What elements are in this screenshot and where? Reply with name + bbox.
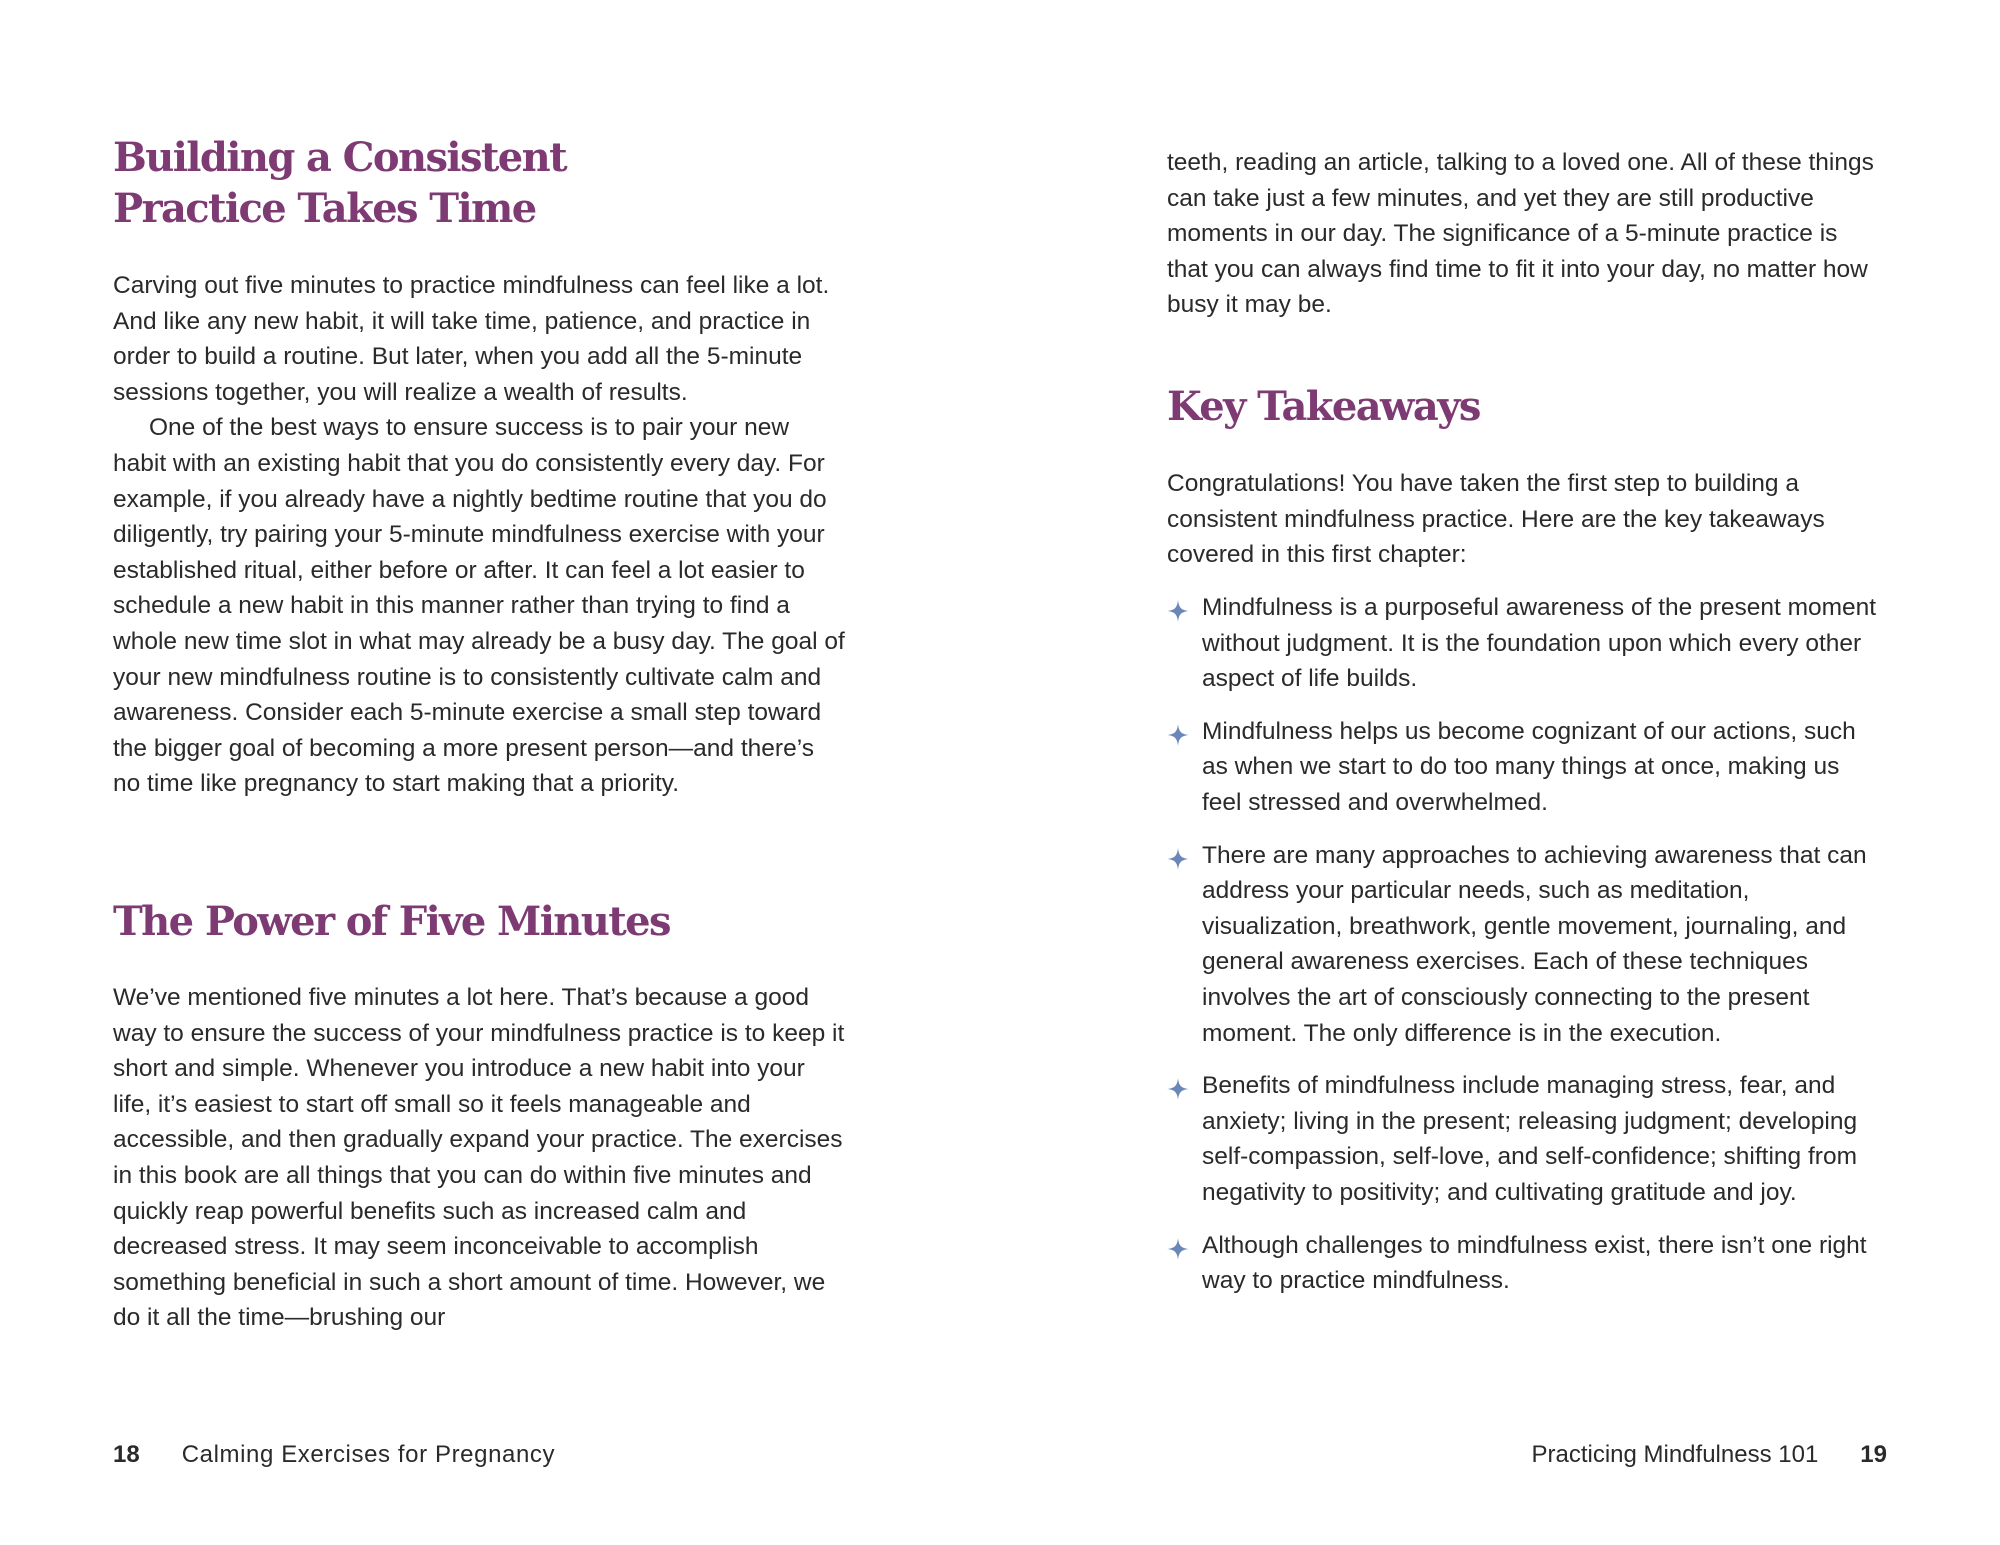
paragraph-five-minutes: We’ve mentioned five minutes a lot here. That’s because a good way to ensure the success of your mindfulness practice is to keep it short and simple. Whenever you introduce a new habit into your life, it’s easiest to start off small so it feels manageable and accessible, and then gradually expand your practice. The exercises in this book are all things that you can do within five minutes and quickly reap powerful benefits such as increased calm and decreased stress. It may seem inconceivable to accomplish something beneficial in such a short amount of time. However, we do it all the time—brushing our [113,984,845,1332]
takeaway-text: Mindfulness helps us become cognizant of our actions, such as when we start to do too many things at once, making us feel stressed and overwhelmed. [1202,717,1856,816]
list-item [1167,1228,1881,1299]
takeaways-list [1167,590,1881,1316]
right-page [1167,0,1881,1545]
page-number-left: 18 [113,1441,140,1468]
four-point-star-icon [1167,1078,1189,1100]
heading-consistent-practice [113,132,845,234]
running-title-right: Practicing Mindfulness 101 [1531,1441,1819,1468]
section-consistent-practice-body [113,268,845,802]
heading-power-of-five-minutes: The Power of Five Minutes [113,898,670,945]
paragraph-carving-out: Carving out five minutes to practice mindfulness can feel like a lot. And like any new habit, it will take time, patience, and practice in order to build a routine. But later, when you add all the 5-minute sessions together, you will realize a wealth of results. [113,272,830,406]
four-point-star-icon [1167,600,1189,622]
list-item [1167,590,1881,697]
list-item [1167,838,1881,1052]
paragraph-continued: teeth, reading an article, talking to a loved one. All of these things can take just a few minutes, and yet they are still productive moments in our day. The significance of a 5-minute practice is that you can always find time to fit it into your day, no matter how busy it may be. [1167,149,1874,319]
takeaway-text: There are many approaches to achieving awareness that can address your particular needs, such as meditation, visualization, breathwork, gentle movement, journaling, and general awareness exercises. Each of these techniques involves the art of consciously connecting to the present moment. The only difference is in the execution. [1202,841,1867,1047]
left-page [113,0,845,1545]
takeaway-text: Benefits of mindfulness include managing stress, fear, and anxiety; living in the present; releasing judgment; developing self-compassion, self-love, and self-confidence; shifting from negativity to positivity; and cultivating gratitude and joy. [1202,1072,1858,1206]
heading-line-1: Building a Consistent [113,134,566,181]
takeaway-text: Mindfulness is a purposeful awareness of the present moment without judgment. It is the foundation upon which every other aspect of life builds. [1202,594,1877,693]
four-point-star-icon [1167,848,1189,870]
running-title-left: Calming Exercises for Pregnancy [181,1441,556,1468]
four-point-star-icon [1167,724,1189,746]
page-number-right: 19 [1860,1441,1887,1468]
heading-line-2: Practice Takes Time [113,185,536,232]
list-item [1167,714,1881,821]
paragraph-congratulations: Congratulations! You have taken the first step to building a consistent mindfulness practice. Here are the key takeaways covered in this first chapter: [1167,470,1825,569]
four-point-star-icon [1167,1238,1189,1260]
list-item [1167,1068,1881,1210]
footer-left [113,1440,555,1470]
takeaway-text: Although challenges to mindfulness exist, there isn’t one right way to practice mindfulness. [1202,1231,1867,1295]
footer-right [1531,1440,1887,1470]
paragraph-pair-habit: One of the best ways to ensure success is to pair your new habit with an existing habit that you do consistently every day. For example, if you already have a nightly bedtime routine that you do diligently, try pairing your 5-minute mindfulness exercise with your established ritual, either before or after. It can feel a lot easier to schedule a new habit in this manner rather than trying to find a whole new time slot in what may already be a busy day. The goal of your new mindfulness routine is to consistently cultivate calm and awareness. Consider each 5-minute exercise a small step toward the bigger goal of becoming a more present person—and there’s no time like pregnancy to start making that a priority. [113,414,845,798]
heading-key-takeaways: Key Takeaways [1167,383,1480,430]
